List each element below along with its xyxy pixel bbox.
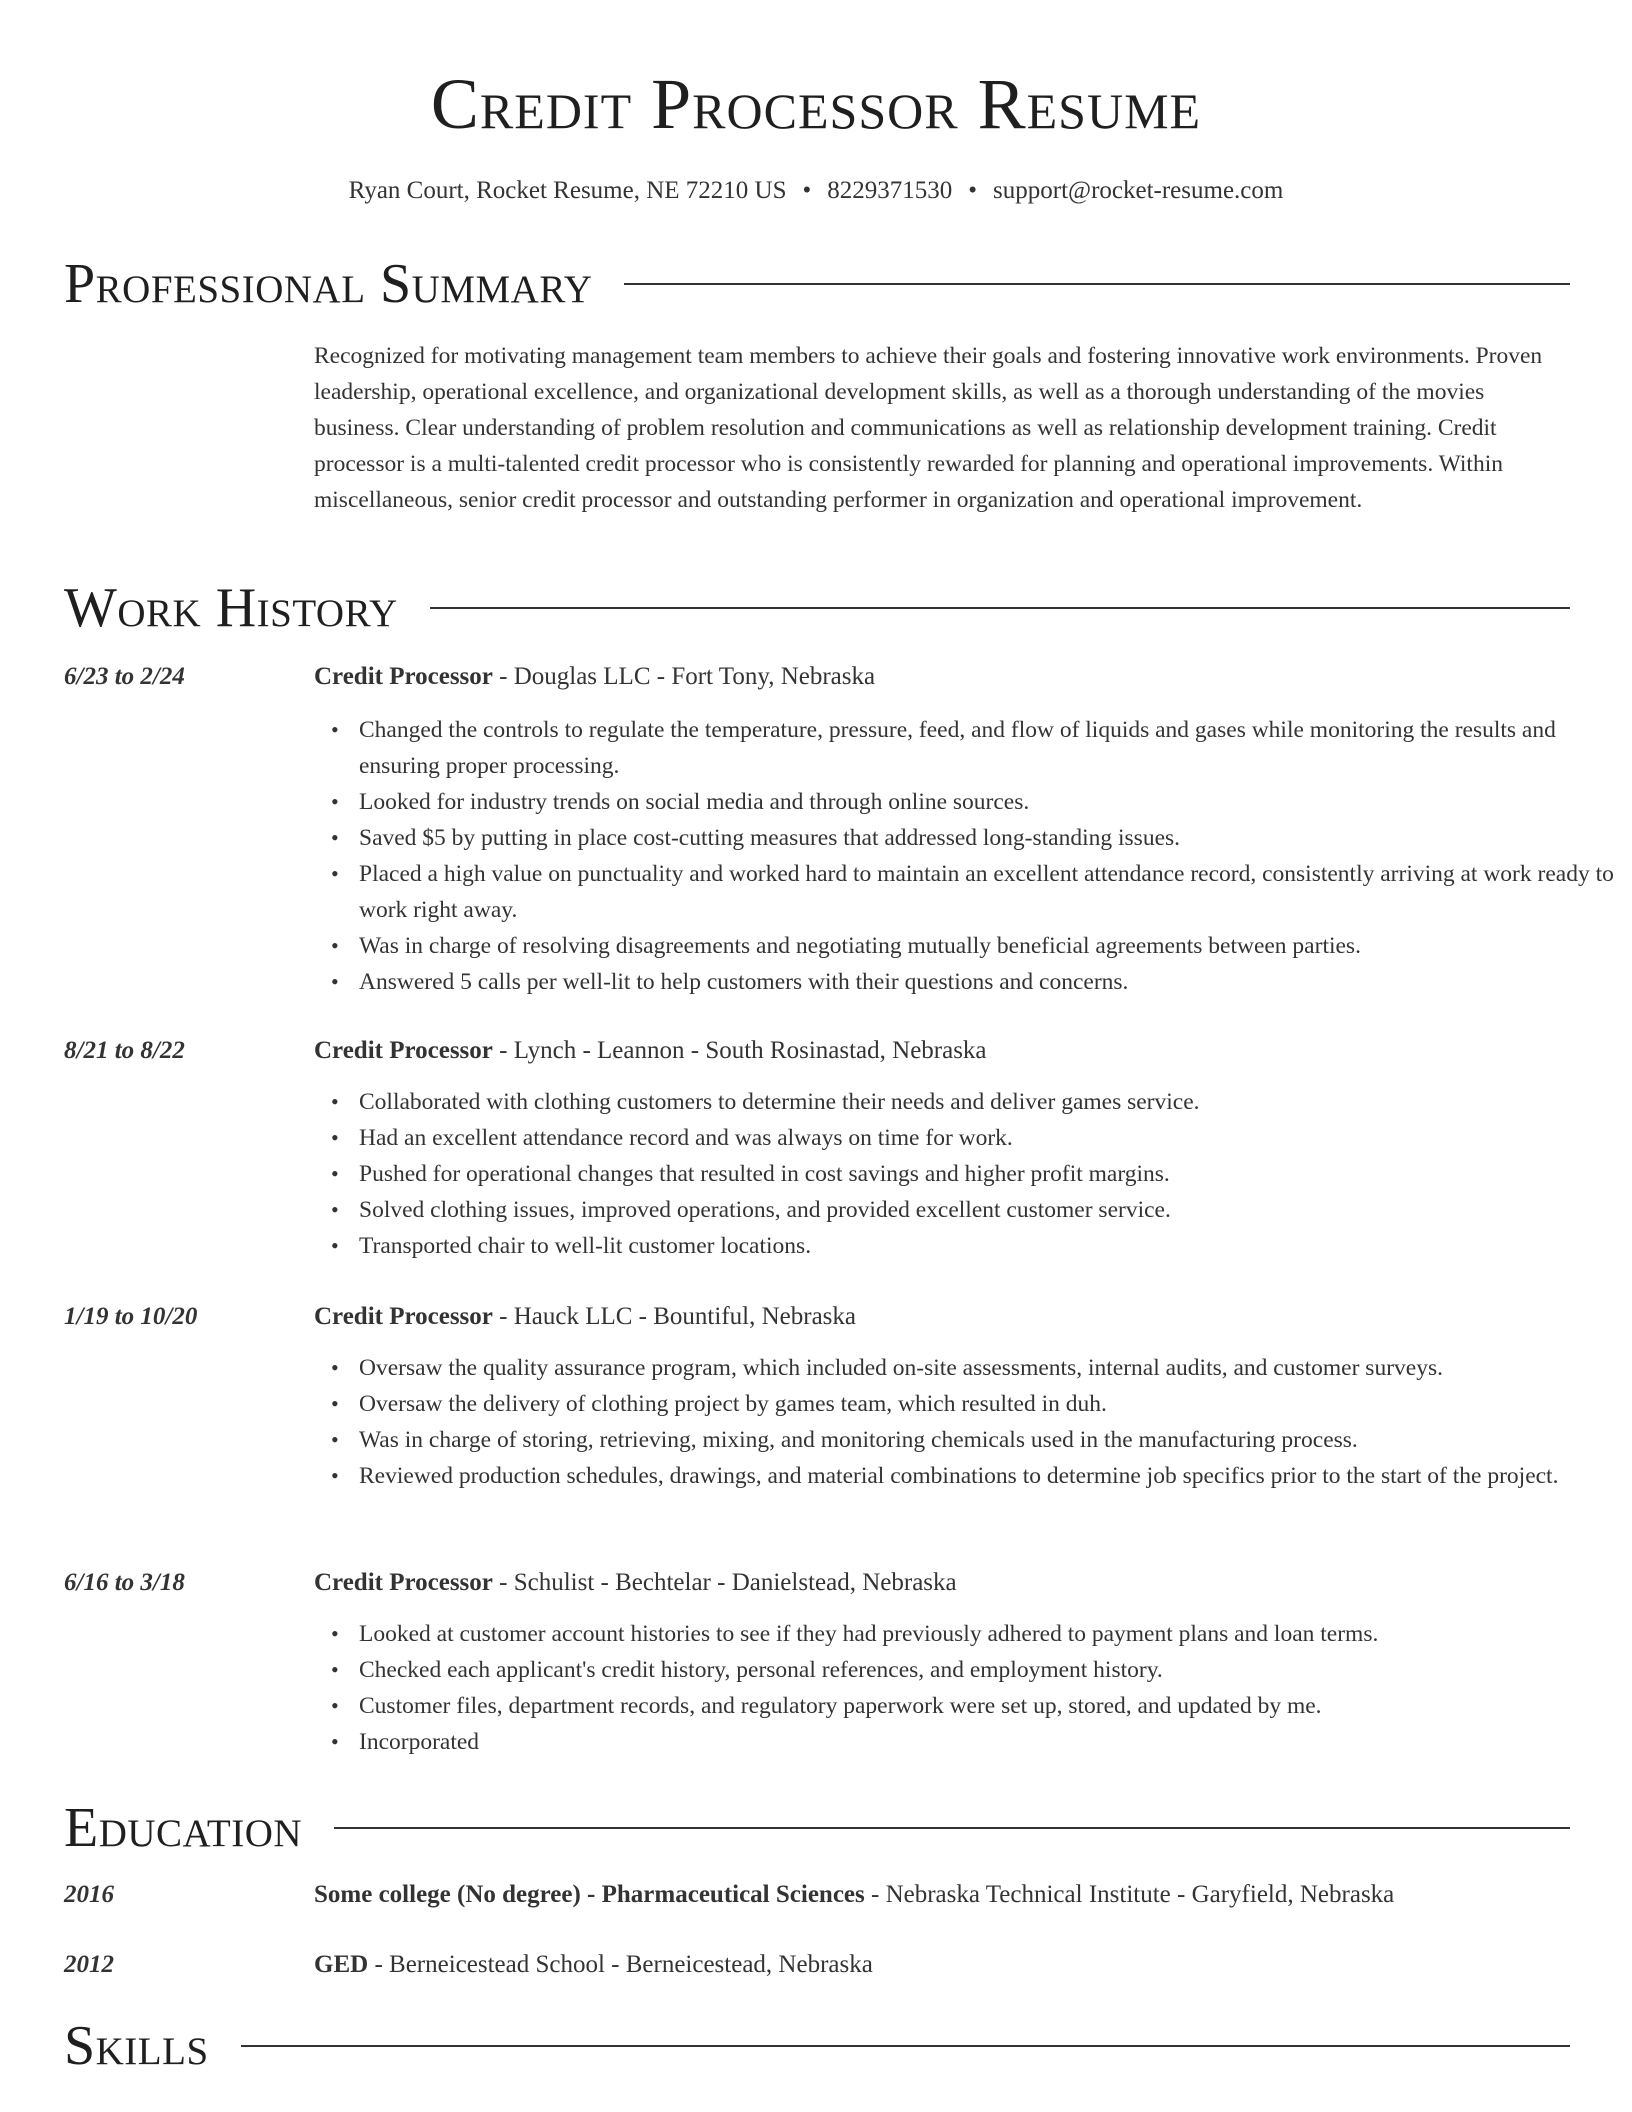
job-dates: 6/23 to 2/24 (64, 663, 185, 690)
job-bullets (314, 712, 1615, 1000)
list-item: • Answered 5 calls per well-lit to help customers with their questions and concerns. (359, 964, 1615, 1000)
section-divider (624, 283, 1570, 285)
section-header-education (64, 1796, 1570, 1860)
list-item: • Checked each applicant's credit history, personal references, and employment history. (359, 1652, 1615, 1688)
list-item: • Oversaw the delivery of clothing project by games team, which resulted in duh. (359, 1386, 1615, 1422)
job-heading (314, 1300, 1570, 1334)
education-degree: GED (314, 1951, 369, 1978)
section-divider (430, 607, 1570, 609)
job-company: - Hauck LLC - Bountiful, Nebraska (492, 1303, 856, 1330)
section-header-skills (64, 2014, 1570, 2078)
education-entry (314, 1948, 1570, 1982)
section-title: Skills (64, 2015, 209, 2077)
job-bullets (314, 1350, 1615, 1494)
section-header-summary (64, 252, 1570, 316)
summary-paragraph: Recognized for motivating management team members to achieve their goals and fostering innovative work environments. Proven leadership, operational excellence, and organizational development skills, as well as a thorough understanding of the movies business. Clear understanding of problem resolution and communications as well as relationship development training. Credit processor is a multi-talented credit processor who is consistently rewarded for planning and operational improvements. Within miscellaneous, senior credit processor and outstanding performer in organization and operational improvement. (314, 343, 1543, 513)
section-title: Work History (64, 577, 398, 639)
job-title: Credit Processor (314, 1037, 493, 1064)
list-item: • Saved $5 by putting in place cost-cutting measures that addressed long-standing issues. (359, 820, 1615, 856)
job-heading (314, 660, 1570, 694)
contact-separator: • (802, 177, 812, 204)
list-item: • Looked for industry trends on social media and through online sources. (359, 784, 1615, 820)
contact-line (0, 174, 1632, 208)
education-school: - Nebraska Technical Institute - Garyfield, Nebraska (864, 1881, 1395, 1908)
list-item: • Transported chair to well-lit customer locations. (359, 1228, 1615, 1264)
list-item: • Had an excellent attendance record and was always on time for work. (359, 1120, 1615, 1156)
section-header-work-history (64, 576, 1570, 640)
list-item: • Oversaw the quality assurance program, which included on-site assessments, internal audits, and customer surveys. (359, 1350, 1615, 1386)
list-item: • Incorporated (359, 1724, 1615, 1760)
list-item: • Looked at customer account histories to see if they had previously adhered to payment plans and loan terms. (359, 1616, 1615, 1652)
job-company: - Douglas LLC - Fort Tony, Nebraska (492, 663, 876, 690)
section-divider (241, 2045, 1570, 2047)
section-title: Professional Summary (64, 253, 593, 315)
job-title: Credit Processor (314, 1569, 493, 1596)
job-bullets (314, 1084, 1615, 1264)
job-heading (314, 1566, 1570, 1600)
list-item: • Pushed for operational changes that resulted in cost savings and higher profit margins. (359, 1156, 1615, 1192)
list-item: • Customer files, department records, and regulatory paperwork were set up, stored, and updated by me. (359, 1688, 1615, 1724)
job-company: - Schulist - Bechtelar - Danielstead, Nebraska (492, 1569, 957, 1596)
job-bullets (314, 1616, 1615, 1760)
education-year: 2012 (64, 1951, 114, 1978)
contact-separator: • (968, 177, 978, 204)
job-dates: 1/19 to 10/20 (64, 1303, 198, 1330)
list-item: • Changed the controls to regulate the temperature, pressure, feed, and flow of liquids and gases while monitoring the results and ensuring proper processing. (359, 712, 1615, 784)
contact-email: support@rocket-resume.com (993, 177, 1284, 204)
list-item: • Was in charge of resolving disagreements and negotiating mutually beneficial agreements between parties. (359, 928, 1615, 964)
job-heading (314, 1034, 1570, 1068)
list-item: • Placed a high value on punctuality and worked hard to maintain an excellent attendance record, consistently arriving at work ready to work right away. (359, 856, 1615, 928)
job-dates: 8/21 to 8/22 (64, 1037, 185, 1064)
education-degree: Some college (No degree) - Pharmaceutical Sciences (314, 1881, 865, 1908)
list-item: • Collaborated with clothing customers to determine their needs and deliver games service. (359, 1084, 1615, 1120)
education-school: - Berneicestead School - Berneicestead, Nebraska (368, 1951, 873, 1978)
education-entry (314, 1878, 1570, 1912)
job-company: - Lynch - Leannon - South Rosinastad, Nebraska (492, 1037, 987, 1064)
education-year: 2016 (64, 1881, 114, 1908)
resume-title: Credit Processor Resume (430, 64, 1202, 144)
job-title: Credit Processor (314, 1303, 493, 1330)
job-dates: 6/16 to 3/18 (64, 1569, 185, 1596)
list-item: • Solved clothing issues, improved operations, and provided excellent customer service. (359, 1192, 1615, 1228)
section-divider (334, 1827, 1570, 1829)
section-title: Education (64, 1797, 303, 1859)
contact-phone: 8229371530 (827, 177, 953, 204)
contact-address: Ryan Court, Rocket Resume, NE 72210 US (348, 177, 787, 204)
job-title: Credit Processor (314, 663, 493, 690)
list-item: • Reviewed production schedules, drawings, and material combinations to determine job specifics prior to the start of the project. (359, 1458, 1615, 1494)
list-item: • Was in charge of storing, retrieving, mixing, and monitoring chemicals used in the manufacturing process. (359, 1422, 1615, 1458)
